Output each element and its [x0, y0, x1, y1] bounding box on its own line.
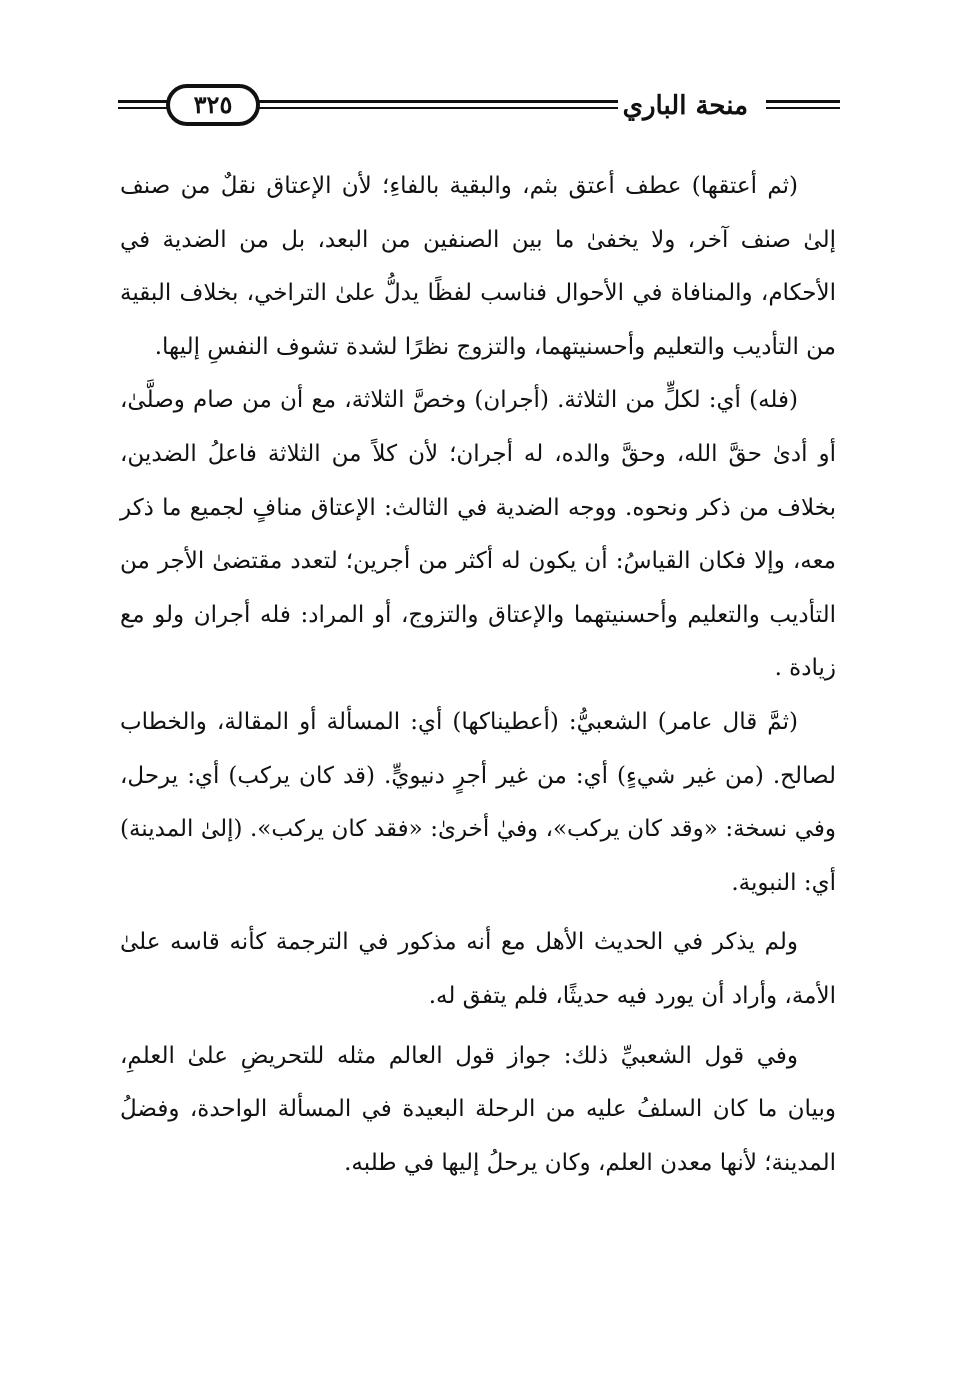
header-rule-middle [238, 100, 618, 103]
header-rule-right [766, 100, 840, 103]
page-header [118, 82, 840, 126]
running-title: منحة الباري [622, 91, 748, 121]
paragraph: وفي قول الشعبيِّ ذلك: جواز قول العالم مثله للتحريضِ علىٰ العلمِ، وبيان ما كان السلفُ عليه من الرحلة البعيدة في المسألة الواحدة، وفضلُ المدينة؛ لأنها معدن العلم، وكان يرحلُ إليها في طلبه. [120, 1042, 837, 1176]
page-number: ٣٢٥ [166, 84, 260, 126]
page-body [120, 160, 836, 1190]
paragraph: (فله) أي: لكلٍّ من الثلاثة. (أجران) وخصَّ الثلاثة، مع أن من صام وصلَّىٰ، أو أدىٰ حقَّ الله، وحقَّ والده، له أجران؛ لأن كلاً من الثلاثة فاعلُ الضدين، بخلاف من ذكر ونحوه. ووجه الضدية في الثالث: الإعتاق منافٍ لجميع ما ذكر معه، وإلا فكان القياسُ: أن يكون له أكثر من أجرين؛ لتعدد مقتضىٰ الأجر من التأديب والتعليم وأحسنيتهما والإعتاق والتزوج، أو المراد: فله أجران ولو مع زيادة . [120, 387, 836, 682]
paragraph: (ثم أعتقها) عطف أعتق بثم، والبقية بالفاءِ؛ لأن الإعتاق نقلٌ من صنف إلىٰ صنف آخر، ولا يخفىٰ ما بين الصنفين من البعد، بل من الضدية في الأحكام، والمنافاة في الأحوال فناسب لفظًا يدلُّ علىٰ التراخي، بخلاف البقية من التأديب والتعليم وأحسنيتهما، والتزوج نظرًا لشدة تشوف النفسِ إليها. [120, 173, 836, 360]
paragraph: ولم يذكر في الحديث الأهل مع أنه مذكور في الترجمة كأنه قاسه علىٰ الأمة، وأراد أن يورد فيه حديثًا، فلم يتفق له. [120, 929, 836, 1009]
paragraph: (ثمَّ قال عامر) الشعبيُّ: (أعطيناكها) أي: المسألة أو المقالة، والخطاب لصالح. (من غير شيءٍ) أي: من غير أجرٍ دنيويٍّ. (قد كان يركب) أي: يرحل، وفي نسخة: «وقد كان يركب»، وفيٰ أخرىٰ: «فقد كان يركب». (إلىٰ المدينة) أي: النبوية. [120, 708, 836, 896]
